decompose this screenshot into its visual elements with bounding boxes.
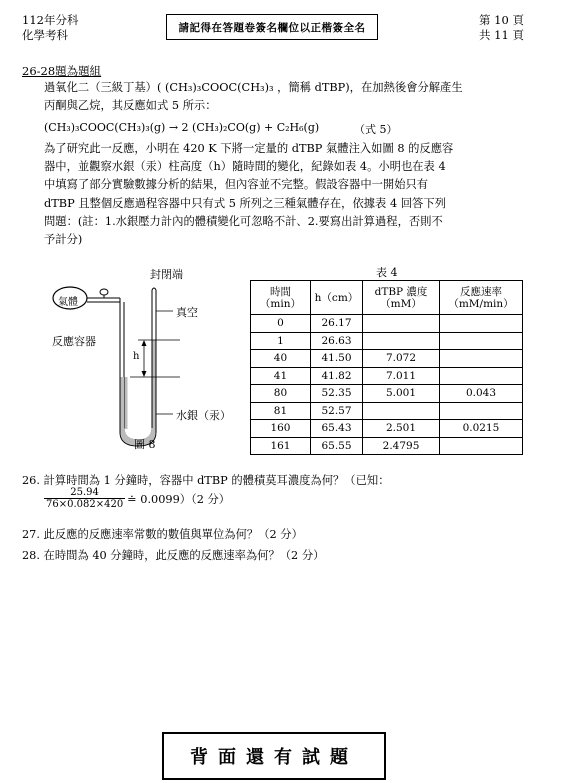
mercury-label: 水銀（汞） — [176, 409, 231, 422]
page-total: 共 11 頁 — [479, 28, 524, 42]
data-table — [250, 280, 523, 455]
header-rate: 反應速率 （mM/min） — [439, 281, 522, 315]
header-height: h（cm） — [310, 281, 362, 315]
table-header-row — [251, 281, 523, 315]
sealed-end-label: 封閉端 — [150, 268, 183, 281]
page-number: 第 10 頁 — [479, 13, 524, 27]
signature-reminder-banner: 請記得在答題卷簽名欄位以正楷簽全名 — [166, 14, 378, 40]
body-line: 器中，並觀察水銀（汞）柱高度（h）隨時間的變化，紀錄如表 4。小明也在表 4 — [44, 160, 446, 174]
figure-8 — [40, 262, 250, 457]
header-concentration: dTBP 濃度 （mM） — [363, 281, 440, 315]
exam-year-subject: 112年分科 — [22, 13, 79, 27]
table-title: 表 4 — [376, 266, 398, 279]
question-27: 27. 此反應的反應速率常數的數值與單位為何？（2 分） — [22, 528, 303, 541]
body-line: 問題：(註：1.水銀壓力計內的體積變化可忽略不計、2.要寫出計算過程，否則不 — [44, 214, 443, 228]
question-26-line-2 — [44, 487, 230, 510]
continue-on-back-notice: 背面還有試題 — [162, 732, 386, 780]
vacuum-label: 真空 — [176, 306, 198, 319]
equation-label: （式 5） — [354, 123, 398, 136]
table-row: 161 65.55 2.4795 — [251, 437, 523, 455]
intro-body — [44, 140, 544, 249]
height-h-label: h — [133, 351, 140, 362]
manometer-diagram — [40, 262, 250, 457]
vessel-label: 反應容器 — [52, 335, 96, 348]
figure-caption: 圖 8 — [134, 438, 156, 451]
header-time: 時間 （min） — [251, 281, 311, 315]
exam-subject: 化學考科 — [22, 28, 68, 42]
body-line: 中填寫了部分實驗數據分析的結果，但內容並不完整。假設容器中一開始只有 — [44, 178, 429, 192]
reaction-equation: (CH₃)₃COOC(CH₃)₃(g) → 2 (CH₃)₂CO(g) + C₂H₆(g) — [44, 121, 320, 134]
gas-label: 氣體 — [58, 297, 78, 308]
body-line: 為了研究此一反應，小明在 420 K 下將一定量的 dTBP 氣體注入如圖 8 的反應容 — [44, 142, 454, 155]
body-line: 予計分) — [44, 233, 83, 247]
intro-line-2: 丙酮與乙烷，其反應如式 5 所示： — [44, 99, 217, 112]
table-row: 81 52.57 — [251, 402, 523, 420]
question-26-line-1: 26. 計算時間為 1 分鐘時，容器中 dTBP 的體積莫耳濃度為何？（已知： — [22, 474, 390, 487]
table-row: 80 52.35 5.001 0.043 — [251, 385, 523, 403]
table-row: 40 41.50 7.072 — [251, 350, 523, 368]
given-fraction — [44, 487, 125, 510]
question-28: 28. 在時間為 40 分鐘時，此反應的反應速率為何？（2 分） — [22, 549, 325, 562]
body-line: dTBP 且整個反應過程容器中只有式 5 所列之三種氣體存在，依據表 4 回答下列 — [44, 196, 446, 210]
intro-line-1: 過氧化二（三級丁基）( (CH₃)₃COOC(CH₃)₃ ，簡稱 dTBP)，在加熱後會分解產生 — [44, 81, 463, 94]
stopcock-icon — [100, 289, 108, 295]
table-row: 1 26.63 — [251, 332, 523, 350]
table-row: 160 65.43 2.501 0.0215 — [251, 420, 523, 438]
question-26-tail: ≐ 0.0099）（2 分） — [127, 492, 231, 506]
table-row: 0 26.17 — [251, 315, 523, 333]
section-title: 26-28題為題組 — [22, 64, 102, 78]
fraction-numerator: 25.94 — [44, 487, 125, 499]
fraction-denominator: 76×0.082×420 — [46, 499, 124, 510]
table-row: 41 41.82 7.011 — [251, 367, 523, 385]
